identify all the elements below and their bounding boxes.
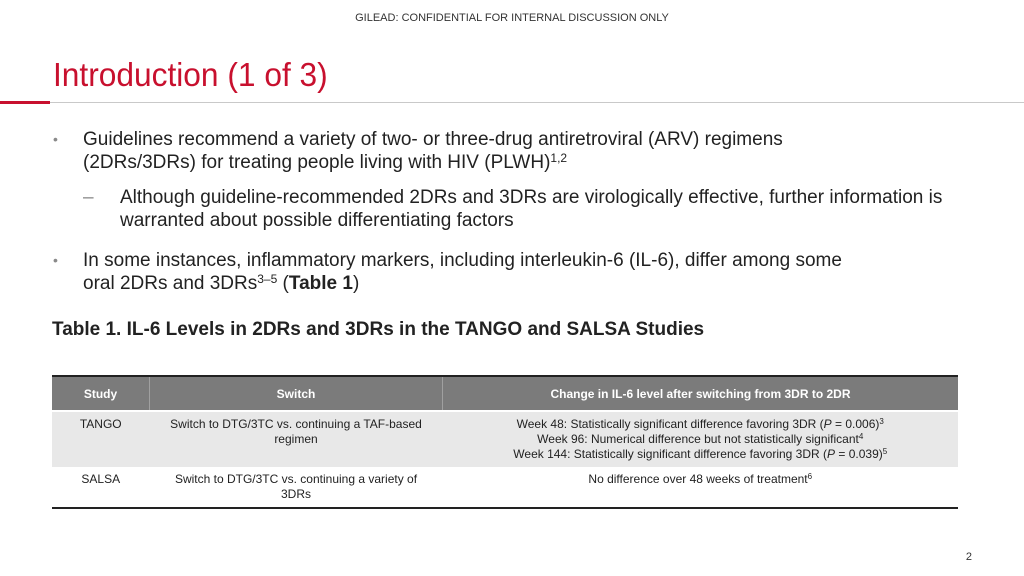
table-row-tango <box>52 411 958 467</box>
bullet-text-line2: (2DRs/3DRs) for treating people living with HIV (PLWH) <box>83 152 551 173</box>
sub-bullet-differentiating-factors <box>83 186 970 232</box>
table-row-salsa <box>52 467 958 508</box>
header-change: Change in IL-6 level after switching from 3DR to 2DR <box>443 376 959 411</box>
il6-levels-table <box>52 375 958 509</box>
bullet-marker: • <box>53 131 58 147</box>
cell-switch: Switch to DTG/3TC vs. continuing a variety of 3DRs <box>150 467 443 508</box>
cell-study: TANGO <box>52 411 150 467</box>
table-title: Table 1. IL-6 Levels in 2DRs and 3DRs in the TANGO and SALSA Studies <box>52 319 705 340</box>
change-line-week96: Week 96: Numerical difference but not statistically significant$^4$ <box>537 432 864 446</box>
table-header-row <box>52 376 958 411</box>
change-line-week144: Week 144: Statistically significant difference favoring 3DR (P = 0.039)$^5$ <box>513 447 888 461</box>
bullet-text-line1: In some instances, inflammatory markers, including interleukin-6 (IL-6), differ among some <box>83 250 842 271</box>
bullet-text-line1: Guidelines recommend a variety of two- or three-drug antiretroviral (ARV) regimens <box>83 129 783 150</box>
change-line-week48: Week 48: Statistically significant difference favoring 3DR (P = 0.006)$^3$ <box>516 417 884 431</box>
paren-open: ( <box>277 273 289 294</box>
sub-bullet-text: Although guideline-recommended 2DRs and 3DRs are virologically effective, further information is warranted about possible differentiating factors <box>120 187 943 231</box>
cell-switch: Switch to DTG/3TC vs. continuing a TAF-based regimen <box>150 411 443 467</box>
header-study: Study <box>52 376 150 411</box>
confidentiality-notice: GILEAD: CONFIDENTIAL FOR INTERNAL DISCUSSION ONLY <box>355 12 669 24</box>
table-reference: Table 1 <box>288 273 353 294</box>
title-divider <box>0 102 1024 103</box>
cell-change: No difference over 48 weeks of treatment$^6$ <box>443 467 959 508</box>
bullet-text-line2: oral 2DRs and 3DRs <box>83 273 258 294</box>
cell-study: SALSA <box>52 467 150 508</box>
bullet-marker: • <box>53 252 58 268</box>
cell-change <box>443 411 959 467</box>
bullet-inflammatory-markers <box>53 249 963 295</box>
reference-superscript: 1,2 <box>550 151 568 165</box>
reference-superscript: 3–5 <box>257 272 278 286</box>
bullet-guidelines <box>53 128 963 174</box>
header-switch: Switch <box>150 376 443 411</box>
sub-bullet-marker: – <box>83 187 94 208</box>
slide-title: Introduction (1 of 3) <box>53 56 328 93</box>
title-divider-accent <box>0 101 50 104</box>
page-number: 2 <box>965 551 972 563</box>
paren-close: ) <box>352 273 360 294</box>
